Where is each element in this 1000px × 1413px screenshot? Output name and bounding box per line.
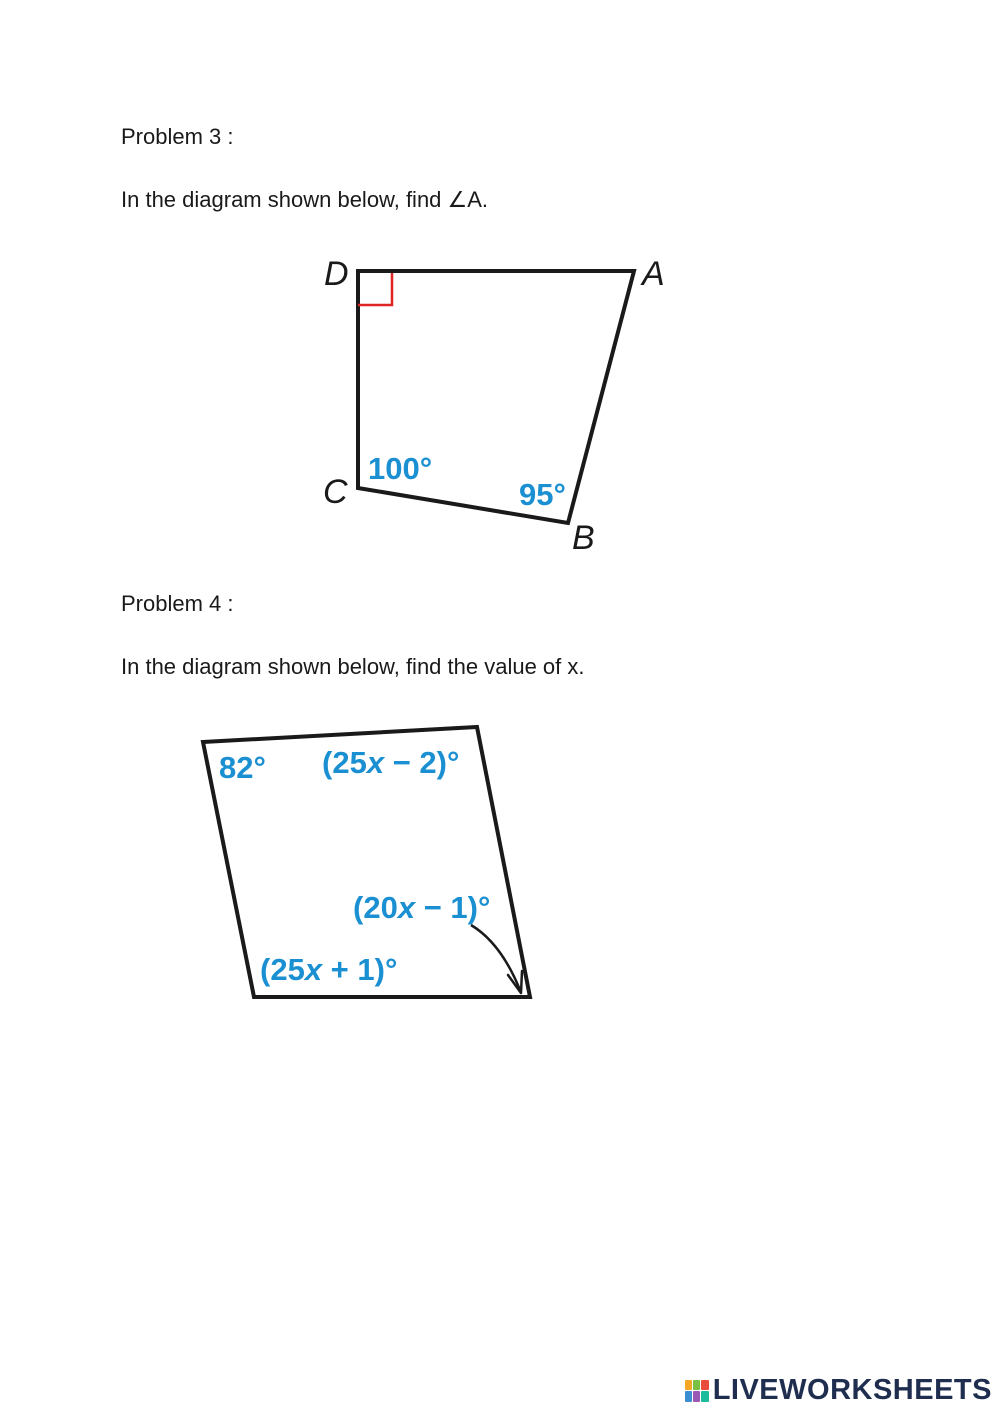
problem-4-heading: Problem 4 : bbox=[121, 591, 234, 616]
vertex-label-d: D bbox=[324, 255, 349, 293]
problem-4-question: In the diagram shown below, find the value of x. bbox=[121, 654, 585, 679]
angle-b-label: 95° bbox=[519, 477, 566, 512]
vertex-label-b: B bbox=[572, 519, 595, 557]
problem-3-question: In the diagram shown below, find ∠A. bbox=[121, 187, 489, 212]
angle-c-label: 100° bbox=[368, 451, 433, 486]
arrow-head-icon bbox=[508, 971, 522, 993]
problem-3-heading: Problem 3 : bbox=[121, 124, 234, 149]
angle-top-right-label: (25x − 2)° bbox=[322, 745, 460, 780]
angle-bottom-right-label: (20x − 1)° bbox=[353, 890, 491, 925]
angle-bottom-left-label: (25x + 1)° bbox=[260, 952, 398, 987]
liveworksheets-logo bbox=[685, 1374, 992, 1407]
vertex-label-c: C bbox=[323, 473, 348, 511]
vertex-label-a: A bbox=[642, 255, 665, 293]
liveworksheets-logo-icon bbox=[685, 1380, 709, 1402]
angle-top-left-label: 82° bbox=[219, 750, 266, 785]
liveworksheets-brand-text: LIVEWORKSHEETS bbox=[712, 1374, 992, 1406]
